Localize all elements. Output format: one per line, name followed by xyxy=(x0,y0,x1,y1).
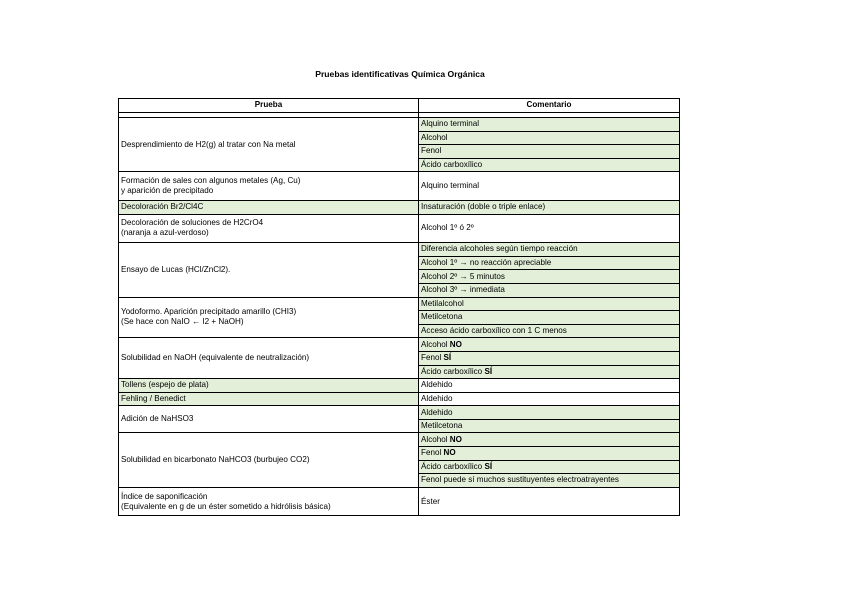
table-row xyxy=(119,379,680,393)
prueba-cell xyxy=(119,406,419,433)
comentario-text: Alcohol 2º → 5 minutos xyxy=(421,271,505,281)
table-row xyxy=(119,200,680,214)
prueba-text: Yodoformo. Aparición precipitado amarillo (CHI3) xyxy=(121,307,297,317)
table-row xyxy=(119,392,680,406)
comentario-cell xyxy=(419,270,680,284)
comentario-text: Metilcetona xyxy=(421,312,463,322)
comentario-cell xyxy=(419,214,680,243)
comentario-text: Insaturación (doble o triple enlace) xyxy=(421,202,546,212)
comentario-text: Fenol puede sí muchos sustituyentes electroatrayentes xyxy=(421,475,619,485)
prueba-text: Tollens (espejo de plata) xyxy=(121,380,209,390)
prueba-cell xyxy=(119,243,419,297)
document-title: Pruebas identificativas Química Orgánica xyxy=(315,69,485,79)
prueba-text: Ensayo de Lucas (HCl/ZnCl2). xyxy=(121,264,231,274)
comentario-cell xyxy=(419,256,680,270)
comentario-text: Fenol xyxy=(421,146,442,156)
tests-table xyxy=(118,98,680,516)
comentario-cell xyxy=(419,118,680,132)
comentario-cell xyxy=(419,283,680,297)
prueba-text: (naranja a azul-verdoso) xyxy=(121,228,209,238)
prueba-cell xyxy=(119,433,419,487)
comentario-text: Fenol xyxy=(421,353,444,363)
prueba-text: Índice de saponificación xyxy=(121,491,208,501)
header-comentario: Comentario xyxy=(419,99,680,113)
comentario-cell xyxy=(419,447,680,461)
comentario-text: Alquino terminal xyxy=(421,181,480,191)
prueba-text: Solubilidad en NaOH (equivalente de neutralización) xyxy=(121,353,310,363)
comentario-cell xyxy=(419,379,680,393)
comentario-cell xyxy=(419,474,680,488)
header-prueba: Prueba xyxy=(119,99,419,113)
comentario-text: Metilalcohol xyxy=(421,298,464,308)
table-row xyxy=(119,433,680,447)
comentario-cell xyxy=(419,297,680,311)
prueba-text: Decoloración de soluciones de H2CrO4 xyxy=(121,218,264,228)
table-row xyxy=(119,406,680,420)
prueba-text: y aparición de precipitado xyxy=(121,186,214,196)
prueba-cell xyxy=(119,118,419,172)
comentario-cell xyxy=(419,131,680,145)
prueba-cell xyxy=(119,297,419,338)
comentario-cell xyxy=(419,487,680,516)
comentario-cell xyxy=(419,419,680,433)
comentario-text: Alcohol 3º → inmediata xyxy=(421,285,505,295)
comentario-cell xyxy=(419,392,680,406)
comentario-cell xyxy=(419,311,680,325)
comentario-emphasis: SÍ xyxy=(484,366,493,376)
prueba-cell xyxy=(119,200,419,214)
comentario-cell xyxy=(419,243,680,257)
prueba-cell xyxy=(119,487,419,516)
comentario-text: Diferencia alcoholes según tiempo reacción xyxy=(421,244,578,254)
table-row xyxy=(119,297,680,311)
table-row xyxy=(119,118,680,132)
comentario-text: Éster xyxy=(421,496,440,506)
prueba-cell xyxy=(119,379,419,393)
table-row xyxy=(119,338,680,352)
comentario-text: Alcohol xyxy=(421,339,450,349)
prueba-text: Solubilidad en bicarbonato NaHCO3 (burbujeo CO2) xyxy=(121,455,310,465)
header-row xyxy=(119,99,680,113)
comentario-cell xyxy=(419,338,680,352)
comentario-text: Aldehido xyxy=(421,393,453,403)
comentario-text: Acceso ácido carboxílico con 1 C menos xyxy=(421,325,567,335)
prueba-cell xyxy=(119,338,419,379)
prueba-text: Formación de sales con algunos metales (Ag, Cu) xyxy=(121,176,301,186)
comentario-emphasis: NO xyxy=(449,339,462,349)
table-row xyxy=(119,487,680,516)
comentario-text: Metilcetona xyxy=(421,421,463,431)
comentario-text: Alcohol xyxy=(421,434,450,444)
table-row xyxy=(119,243,680,257)
comentario-text: Alcohol 1º → no reacción apreciable xyxy=(421,257,552,267)
comentario-cell xyxy=(419,158,680,172)
comentario-cell xyxy=(419,351,680,365)
comentario-emphasis: NO xyxy=(443,448,456,458)
table-row xyxy=(119,172,680,201)
prueba-text: Desprendimiento de H2(g) al tratar con Na metal xyxy=(121,139,296,149)
comentario-cell xyxy=(419,433,680,447)
prueba-text: Adición de NaHSO3 xyxy=(121,414,194,424)
prueba-cell xyxy=(119,392,419,406)
comentario-text: Alquino terminal xyxy=(421,119,480,129)
prueba-text: Decoloración Br2/Cl4C xyxy=(121,202,204,212)
comentario-cell xyxy=(419,406,680,420)
prueba-text: (Se hace con NaIO ← I2 + NaOH) xyxy=(121,317,244,327)
comentario-text: Alcohol 1º ó 2º xyxy=(421,223,474,233)
comentario-text: Ácido carboxílico xyxy=(421,160,483,170)
comentario-cell xyxy=(419,145,680,159)
comentario-cell xyxy=(419,200,680,214)
comentario-text: Aldehido xyxy=(421,407,453,417)
table-row xyxy=(119,214,680,243)
comentario-emphasis: SÍ xyxy=(484,461,493,471)
comentario-text: Ácido carboxílico xyxy=(421,461,485,471)
comentario-cell xyxy=(419,365,680,379)
comentario-text: Aldehido xyxy=(421,380,453,390)
comentario-text: Ácido carboxílico xyxy=(421,366,485,376)
table-body xyxy=(119,113,680,516)
prueba-cell xyxy=(119,172,419,201)
comentario-emphasis: SÍ xyxy=(443,353,452,363)
comentario-text: Fenol xyxy=(421,448,444,458)
comentario-emphasis: NO xyxy=(449,434,462,444)
prueba-cell xyxy=(119,214,419,243)
comentario-cell xyxy=(419,172,680,201)
prueba-text: (Equivalente en g de un éster sometido a hidrólisis básica) xyxy=(121,501,331,511)
comentario-text: Alcohol xyxy=(421,132,448,142)
comentario-cell xyxy=(419,324,680,338)
comentario-cell xyxy=(419,460,680,474)
prueba-text: Fehling / Benedict xyxy=(121,393,186,403)
